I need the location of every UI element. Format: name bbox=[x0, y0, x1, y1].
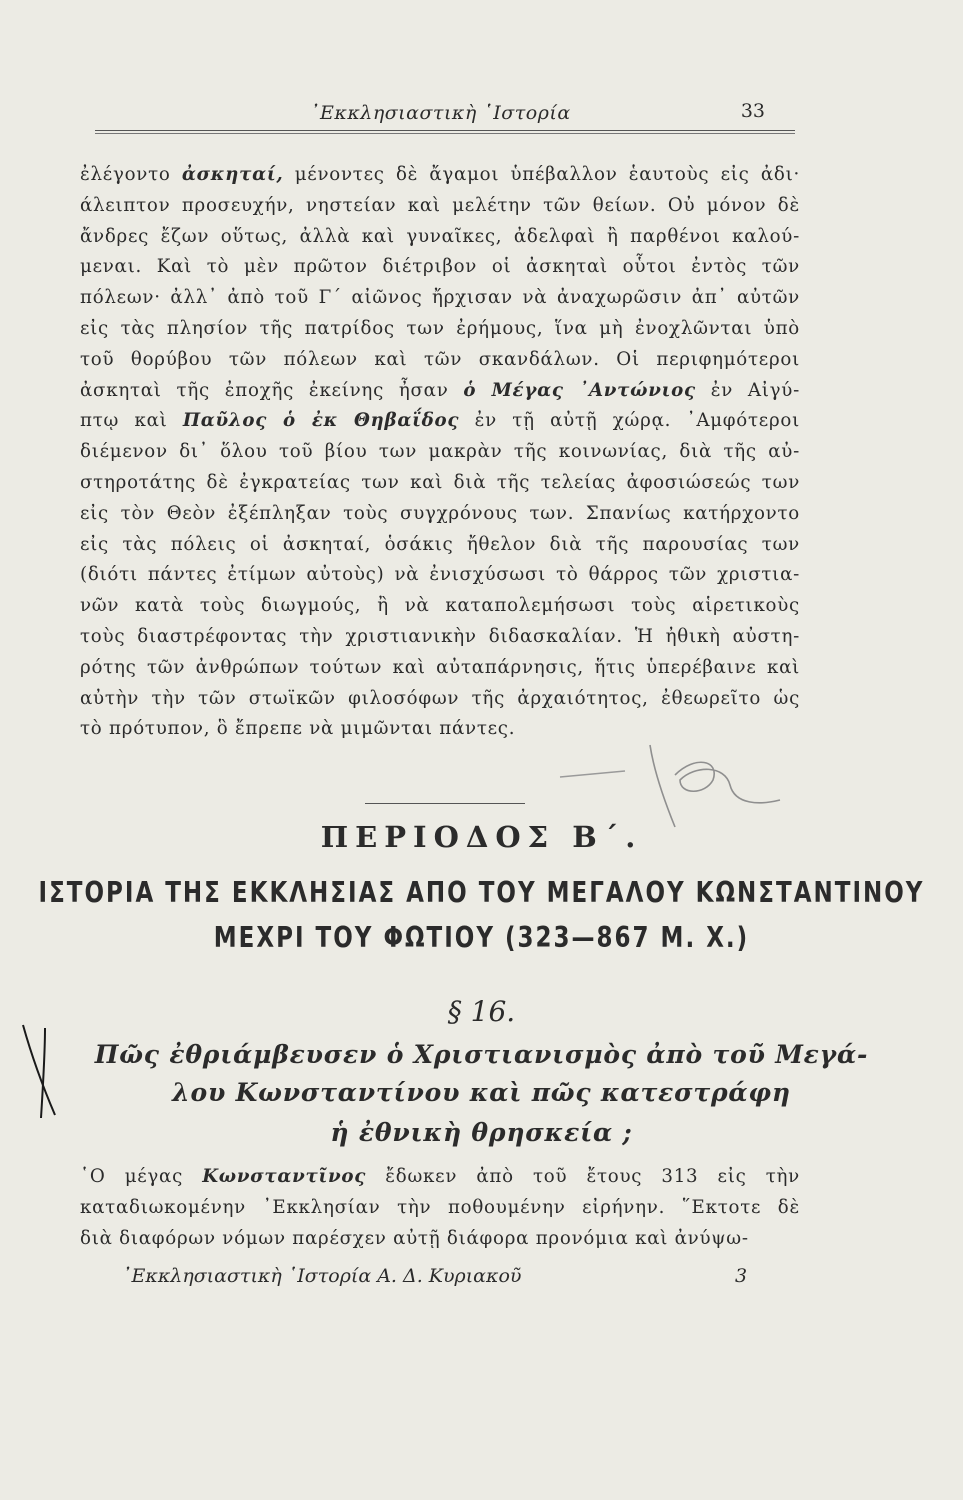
text-run: αὐτὴν τὴν τῶν στωϊκῶν φιλοσόφων τῆς ἀρχαιότητος, ἐθεωρεῖτο ὡς bbox=[80, 687, 800, 709]
signature-number: 3 bbox=[735, 1265, 748, 1287]
text-line bbox=[80, 345, 800, 376]
text-run: πτῳ καὶ bbox=[80, 410, 183, 432]
text-run: τὸ πρότυπον, ὃ ἔπρεπε νὰ μιμῶνται πάντες. bbox=[80, 718, 516, 740]
text-run: μένοντες δὲ ἄγαμοι ὑπέβαλλον ἑαυτοὺς εἰς ἀδι· bbox=[283, 164, 800, 185]
text-line bbox=[80, 222, 800, 253]
chapter-heading-line2: λου Κωνσταντίνου καὶ πῶς κατεστράφη bbox=[172, 1078, 791, 1107]
text-line bbox=[80, 1193, 800, 1224]
section-separator bbox=[365, 803, 525, 804]
period-subtitle-line2: ΜΕΧΡΙ ΤΟΥ ΦΩΤΙΟΥ (323—867 Μ. Χ.) bbox=[213, 921, 750, 955]
emphasis-text: Παῦλος ὁ ἐκ Θηβαΐδος bbox=[182, 410, 460, 432]
text-run: ρότης τῶν ἀνθρώπων τούτων καὶ αὐταπάρνησις, ἥτις ὑπερέβαινε καὶ bbox=[80, 656, 800, 678]
chapter-heading-line1: Πῶς ἐθριάμβευσεν ὁ Χριστιανισμὸς ἀπὸ τοῦ Μεγά- bbox=[94, 1040, 869, 1069]
header-rule bbox=[95, 130, 795, 134]
text-run: πόλεων· ἀλλ᾿ ἀπὸ τοῦ Γ΄ αἰῶνος ἤρχισαν νὰ ἀναχωρῶσιν ἀπ᾿ αὐτῶν bbox=[80, 287, 800, 309]
text-run: ἐν τῇ αὐτῇ χώρᾳ. ᾿Αμφότεροι bbox=[459, 410, 800, 432]
text-line bbox=[80, 560, 800, 591]
text-run: διὰ διαφόρων νόμων παρέσχεν αὐτῇ διάφορα προνόμια καὶ ἀνύψω- bbox=[80, 1227, 749, 1249]
page-header bbox=[95, 98, 795, 138]
text-run: ἔδωκεν ἀπὸ τοῦ ἔτους 313 εἰς τὴν bbox=[366, 1166, 800, 1187]
text-run: (διότι πάντες ἐτίμων αὐτοὺς) νὰ ἐνισχύσωσι τὸ θάρρος τῶν χριστια- bbox=[80, 564, 800, 586]
text-run: ἀσκηταὶ τῆς ἐποχῆς ἐκείνης ἦσαν bbox=[80, 379, 464, 401]
text-line bbox=[80, 406, 800, 437]
running-title: ᾿Εκκλησιαστικὴ ῾Ιστορία bbox=[310, 102, 571, 124]
text-line bbox=[80, 191, 800, 222]
chapter-heading-line3: ἡ ἐθνικὴ θρησκεία ; bbox=[330, 1118, 633, 1147]
emphasis-text: Κωνσταντῖνος bbox=[202, 1166, 367, 1187]
text-line bbox=[80, 530, 800, 561]
text-line bbox=[80, 160, 800, 191]
second-paragraph bbox=[80, 1162, 800, 1254]
text-line bbox=[80, 437, 800, 468]
body-paragraph bbox=[80, 160, 800, 745]
text-run: τοῦ θορύβου τῶν πόλεων καὶ τῶν σκανδάλων. Οἱ περιφημότεροι bbox=[80, 348, 800, 370]
text-run: νῶν κατὰ τοὺς διωγμούς, ἢ νὰ καταπολεμήσωσι τοὺς αἱρετικοὺς bbox=[80, 595, 800, 617]
text-run: ῾Ο μέγας bbox=[80, 1166, 203, 1187]
text-run: στηροτάτης δὲ ἐγκρατείας των καὶ διὰ τῆς τελείας ἀφοσιώσεώς των bbox=[80, 471, 800, 493]
page-number: 33 bbox=[740, 100, 765, 122]
text-line bbox=[80, 252, 800, 283]
text-line bbox=[80, 1224, 800, 1255]
text-line bbox=[80, 376, 800, 407]
text-line bbox=[80, 684, 800, 715]
text-run: εἰς τὸν Θεὸν ἐξέπληξαν τοὺς συγχρόνους των. Σπανίως κατήρχοντο bbox=[80, 502, 800, 524]
text-line bbox=[80, 653, 800, 684]
text-run: τοὺς διαστρέφοντας τὴν χριστιανικὴν διδασκαλίαν. Ἡ ἠθικὴ αὐστη- bbox=[80, 625, 800, 647]
text-run: ἐλέγοντο bbox=[80, 164, 182, 185]
section-mark: § 16. bbox=[447, 995, 516, 1028]
text-run: μεναι. Καὶ τὸ μὲν πρῶτον διέτριβον οἱ ἀσκηταὶ οὗτοι ἐντὸς τῶν bbox=[80, 256, 800, 278]
text-line bbox=[80, 499, 800, 530]
footer-signature: ᾿Εκκλησιαστικὴ ῾Ιστορία Α. Δ. Κυριακοῦ bbox=[122, 1265, 522, 1287]
text-run: διέμενον δι᾿ ὅλου τοῦ βίου των μακρὰν τῆς κοινωνίας, διὰ τῆς αὐ- bbox=[80, 441, 800, 463]
text-line bbox=[80, 1162, 800, 1193]
text-run: εἰς τὰς πόλεις οἱ ἀσκηταί, ὁσάκις ἤθελον διὰ τῆς παρουσίας των bbox=[80, 533, 800, 555]
text-line bbox=[80, 622, 800, 653]
text-line bbox=[80, 591, 800, 622]
text-run: καταδιωκομένην ᾿Εκκλησίαν τὴν ποθουμένην εἰρήνην. ῞Εκτοτε δὲ bbox=[80, 1196, 800, 1218]
text-line bbox=[80, 468, 800, 499]
text-run: εἰς τὰς πλησίον τῆς πατρίδος των ἐρήμους, ἵνα μὴ ἐνοχλῶνται ὑπὸ bbox=[80, 317, 800, 339]
text-run: ἐν Αἰγύ- bbox=[695, 379, 800, 401]
text-run: άλειπτον προσευχήν, νηστείαν καὶ μελέτην τῶν θείων. Οὐ μόνον δὲ bbox=[80, 194, 800, 216]
emphasis-text: ὁ Μέγας ᾿Αντώνιος bbox=[463, 379, 696, 401]
period-subtitle-line1: ΙΣΤΟΡΙΑ ΤΗΣ ΕΚΚΛΗΣΙΑΣ ΑΠΟ ΤΟΥ ΜΕΓΑΛΟΥ ΚΩΝΣΤΑΝΤΙΝΟΥ bbox=[38, 876, 925, 910]
text-line bbox=[80, 714, 800, 745]
text-line bbox=[80, 314, 800, 345]
period-title: ΠΕΡΙΟΔΟΣ Β΄. bbox=[320, 820, 643, 854]
emphasis-text: ἀσκηταί, bbox=[181, 164, 284, 185]
text-run: ἄνδρες ἔζων οὕτως, ἀλλὰ καὶ γυναῖκες, ἀδελφαὶ ἢ παρθένοι καλού- bbox=[80, 225, 800, 247]
text-line bbox=[80, 283, 800, 314]
